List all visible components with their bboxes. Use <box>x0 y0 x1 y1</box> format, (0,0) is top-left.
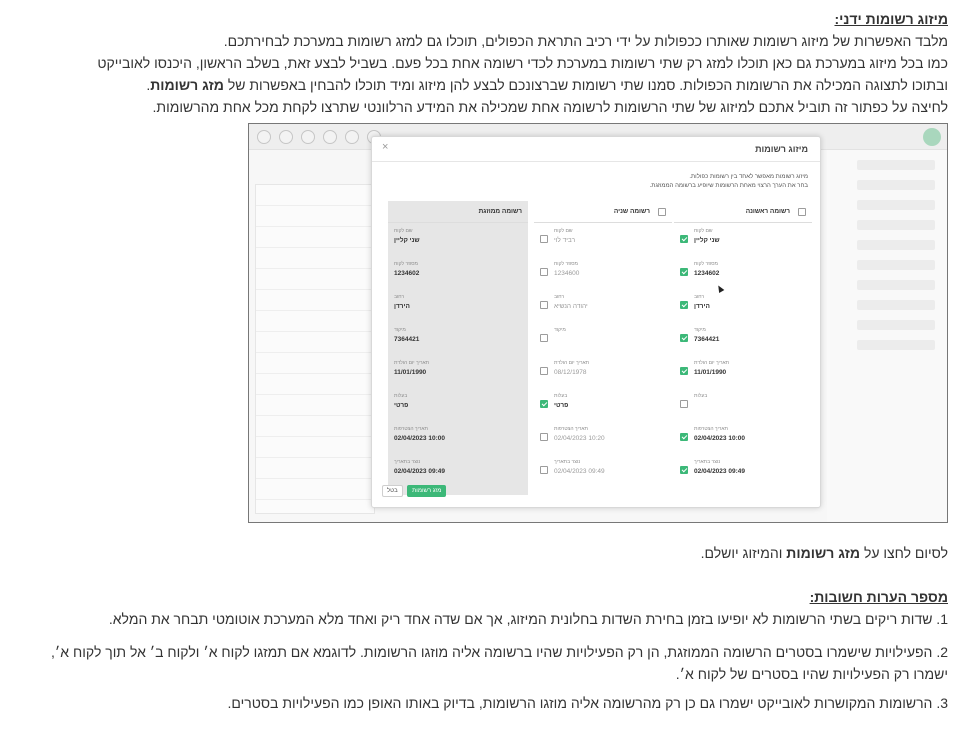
field-value: 1234600 <box>554 270 580 277</box>
field-label: מיקוד <box>554 327 566 333</box>
second-record-header <box>534 201 672 223</box>
intro-line-3-end: . <box>146 77 151 93</box>
intro-line-1: מלבד האפשרות של מיזוג רשומות שאותרו ככפולות על ידי רכיב התראת הכפולים, תוכלו גם למזג רשומות במערכת לבחירתכם. <box>223 33 948 49</box>
field-label: מיקוד <box>394 327 406 333</box>
field-value: הירדן <box>694 303 710 310</box>
merge-records-button[interactable]: מזג רשומות <box>407 485 446 497</box>
field-label: תאריך הצטרפות <box>554 426 589 432</box>
field-checkbox[interactable] <box>680 433 688 441</box>
intro-line-3-text: ובתוכו לתצוגה המכילה את הרשומות הכפולות. סמנו שתי רשומות שברצונכם לבצע להן מיזוג ומיד תוכלו להבחין באפשרות של <box>227 77 948 93</box>
field-label: רחוב <box>554 294 565 300</box>
field-value: יהודה הנשיא <box>554 303 588 310</box>
background-toolbar-icon <box>323 130 337 144</box>
field-value <box>554 334 664 345</box>
merge-field <box>388 322 528 355</box>
merge-records-term: מזג רשומות <box>150 77 224 93</box>
field-checkbox[interactable] <box>680 301 688 309</box>
select-all-second-checkbox[interactable] <box>658 208 666 216</box>
first-record-column <box>674 201 812 495</box>
note-item-3: 3. הרשומות המקושרות לאובייקט ישמרו גם כן רק מהרשומה אליה מוזגו הרשומות, בדיוק באותו האופן כמו הפעילויות בסטרים. <box>227 695 948 711</box>
field-value: 7364421 <box>694 336 720 343</box>
cancel-button[interactable]: בטל <box>382 485 403 497</box>
merge-field <box>388 256 528 289</box>
merge-field <box>388 289 528 322</box>
field-label: נוצר בתאריך <box>694 459 721 465</box>
field-label: נוצר בתאריך <box>394 459 421 465</box>
background-table <box>255 184 375 514</box>
merge-field <box>534 223 672 256</box>
field-value: 11/01/1990 <box>694 369 727 376</box>
merge-field <box>534 421 672 454</box>
modal-title: מיזוג רשומות <box>755 144 808 154</box>
merge-field <box>388 223 528 256</box>
field-label: תאריך יום הולדת <box>694 360 730 366</box>
field-checkbox[interactable] <box>540 466 548 474</box>
field-value: 11/01/1990 <box>394 369 427 376</box>
field-value: 08/12/1978 <box>554 369 587 376</box>
merge-columns <box>380 201 812 495</box>
field-label: בעלות <box>394 393 408 399</box>
background-sidebar <box>827 150 947 523</box>
field-value: 1234602 <box>394 270 420 277</box>
field-value: 10:20 02/04/2023 <box>554 435 605 442</box>
field-checkbox[interactable] <box>680 400 688 408</box>
field-value: 09:49 02/04/2023 <box>394 468 445 475</box>
field-value: 7364421 <box>394 336 420 343</box>
modal-description-line-2: בחר את הערך הרצוי מאחת הרשומות שיופיע ברשומה הממוזגת. <box>649 183 808 189</box>
field-label: תאריך יום הולדת <box>394 360 430 366</box>
second-record-column <box>534 201 672 495</box>
field-checkbox[interactable] <box>680 334 688 342</box>
merge-field <box>534 388 672 421</box>
first-record-title: רשומה ראשונה <box>745 208 790 215</box>
background-toolbar-icon <box>301 130 315 144</box>
merge-field <box>674 388 812 421</box>
merge-field <box>674 355 812 388</box>
merge-field <box>534 454 672 487</box>
merged-record-column <box>388 201 528 495</box>
modal-description <box>650 173 808 191</box>
field-label: שם לקוח <box>694 228 713 234</box>
field-checkbox[interactable] <box>680 367 688 375</box>
closing-merge-term: מזג רשומות <box>786 545 861 561</box>
closing-line-end: והמיזוג יושלם. <box>700 545 783 561</box>
field-label: בעלות <box>554 393 568 399</box>
merge-field <box>674 256 812 289</box>
field-label: מספר לקוח <box>554 261 578 267</box>
field-value: פרטי <box>554 402 569 409</box>
field-label: מספר לקוח <box>694 261 718 267</box>
field-checkbox[interactable] <box>540 235 548 243</box>
field-value: הירדן <box>394 303 410 310</box>
field-label: בעלות <box>694 393 708 399</box>
background-toolbar-icon <box>279 130 293 144</box>
merge-field <box>388 388 528 421</box>
field-checkbox[interactable] <box>540 433 548 441</box>
document-body <box>20 8 948 118</box>
merge-field <box>674 322 812 355</box>
close-icon[interactable]: × <box>382 141 389 153</box>
field-checkbox[interactable] <box>540 301 548 309</box>
closing-line-start: לסיום לחצו על <box>863 545 948 561</box>
note-item-2: 2. הפעילויות שישמרו בסטרים הרשומה הממוזגת, הן רק הפעילויות שהיו ברשומה אליה מוזגו הרשומות. לדוגמא אם תמזגו לקוח א׳ ולקוח ב׳ אל תוך לקוח א׳, ישמרו רק הפעילויות שהיו בסטרים של לקוח א׳. <box>51 644 948 682</box>
merge-field <box>674 454 812 487</box>
field-label: נוצר בתאריך <box>554 459 581 465</box>
field-checkbox[interactable] <box>680 235 688 243</box>
field-checkbox[interactable] <box>540 400 548 408</box>
field-value: פרטי <box>394 402 409 409</box>
notes-heading: מספר הערות חשובות: <box>809 589 948 605</box>
merge-field <box>534 256 672 289</box>
merge-field <box>388 355 528 388</box>
field-label: מספר לקוח <box>394 261 418 267</box>
field-label: שם לקוח <box>394 228 413 234</box>
merge-field <box>674 289 812 322</box>
field-value: שני קליין <box>694 237 720 244</box>
merge-field <box>674 223 812 256</box>
intro-line-3 <box>20 74 948 96</box>
field-value: 09:49 02/04/2023 <box>554 468 605 475</box>
field-label: תאריך הצטרפות <box>694 426 729 432</box>
modal-divider <box>372 161 820 162</box>
field-value: 09:49 02/04/2023 <box>694 468 745 475</box>
field-value <box>694 400 804 411</box>
intro-line-2: כמו בכל מיזוג במערכת גם כאן תוכלו למזג רק שתי רשומות במערכת לכדי רשומה אחת בכל פעם. בשביל לבצע זאת, בשלב הראשון, היכנסו לאובייקט <box>97 55 948 71</box>
closing-line <box>20 542 948 564</box>
merge-records-modal <box>371 136 821 508</box>
first-record-header <box>674 201 812 223</box>
intro-line-4: לחיצה על כפתור זה תוביל אתכם למיזוג של שתי הרשומות לרשומה אחת שמכילה את המידע הרלוונטי שתרצו לקחת מכל אחת מהרשומות. <box>152 99 948 115</box>
field-label: רחוב <box>694 294 705 300</box>
field-value: 10:00 02/04/2023 <box>694 435 745 442</box>
merge-field <box>388 421 528 454</box>
field-label: מיקוד <box>694 327 706 333</box>
field-label: רחוב <box>394 294 405 300</box>
field-label: שם לקוח <box>554 228 573 234</box>
field-value: רביד לוי <box>554 237 576 244</box>
merge-screenshot <box>248 123 948 523</box>
second-record-title: רשומה שניה <box>613 208 650 215</box>
field-checkbox[interactable] <box>680 466 688 474</box>
field-checkbox[interactable] <box>540 334 548 342</box>
field-checkbox[interactable] <box>540 367 548 375</box>
select-all-first-checkbox[interactable] <box>798 208 806 216</box>
background-logo <box>923 128 941 146</box>
merge-field <box>534 322 672 355</box>
merged-record-header: רשומה ממוזגת <box>388 201 528 223</box>
background-toolbar-icon <box>345 130 359 144</box>
merge-field <box>674 421 812 454</box>
field-label: תאריך יום הולדת <box>554 360 590 366</box>
field-value: 10:00 02/04/2023 <box>394 435 445 442</box>
field-checkbox[interactable] <box>680 268 688 276</box>
background-toolbar-icon <box>257 130 271 144</box>
modal-footer <box>380 479 446 497</box>
merge-field <box>534 289 672 322</box>
field-label: תאריך הצטרפות <box>394 426 429 432</box>
section-heading: מיזוג רשומות ידני: <box>834 11 948 27</box>
modal-description-line-1: מיזוג רשומות מאפשר לאחד בין רשומות כפולות. <box>689 174 808 180</box>
field-value: 1234602 <box>694 270 720 277</box>
note-item-1: 1. שדות ריקים בשתי הרשומות לא יופיעו בזמן בחירת השדות בחלונית המיזוג, אך אם שדה אחד ריק ואחד מלא המערכת אוטומטי תבחר את המלא. <box>108 611 948 627</box>
field-value: שני קליין <box>394 237 420 244</box>
field-checkbox[interactable] <box>540 268 548 276</box>
merge-field <box>534 355 672 388</box>
